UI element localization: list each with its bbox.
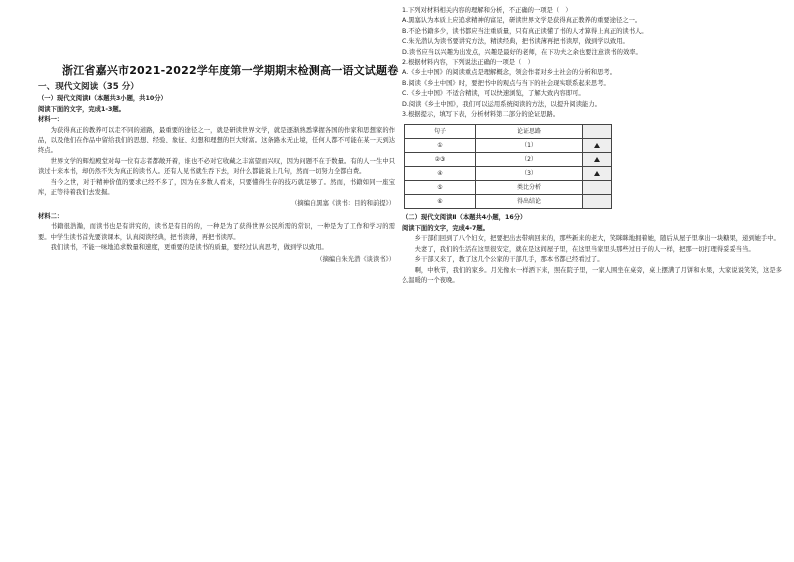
table-header-cell: 论证思路 xyxy=(476,125,583,139)
question-1: 1.下列对材料相关内容的理解和分析，不正确的一项是（ ） xyxy=(402,7,572,14)
material-1-paragraph: 为获得真正的教养可以走不同的道路，最重要的途径之一，就是研读世界文学，就是逐渐熟悉掌握各国的作家和思想家的作品，以及他们在作品中留给我们的思想、经验、象征、幻想和理想的巨大财富。这条路永无止境，任何人都不可能在某一天到达终点。 xyxy=(38,126,395,155)
table-cell: ⑤ xyxy=(405,181,476,195)
page-title: 浙江省嘉兴市2021-2022学年度第一学期期末检测高一语文试题卷 xyxy=(62,64,399,77)
material-2-paragraph: 我们读书，不能一味地追求数量和速度，更重要的是读书的质量，要经过认真思考，做到学以致用。 xyxy=(50,244,328,252)
question-1-option: D.读书应当以兴趣为出发点，兴趣是最好的老师，在下功夫之余也要注意读书的效率。 xyxy=(402,48,642,56)
table-row xyxy=(405,181,612,195)
table-blank-cell xyxy=(583,181,612,195)
triangle-icon xyxy=(583,153,612,167)
table-blank-cell xyxy=(583,125,612,139)
material-1-paragraph: 当今之世，对于精神价值的要求已经不多了，因为在多数人看来，只要懂得生存的技巧就足够了。然而，书籍如同一座宝库，正等待着我们去发掘。 xyxy=(38,178,395,197)
question-1-option: C.朱光潜认为读书要讲究方法，精读经典，把书读薄再把书读厚，做到学以致用。 xyxy=(402,38,629,46)
story-paragraph: 乡干部们回到了八个妇女，把要把出去带病回来的，那些新来的老大，笑眯眯地拥着她，随后从屋子里拿出一块糖果，递到她手中。 xyxy=(414,235,780,243)
table-row xyxy=(405,167,612,181)
answer-table xyxy=(404,124,612,209)
table-cell: （2） xyxy=(476,153,583,167)
story-paragraph: 夫妻了，我们的生活在这里很安定，就在是这间屋子里，在这里当家里头那些过日子的人一样，把那一切打理得妥妥当当。 xyxy=(414,245,755,253)
question-1-option: A.黑塞认为本质上应追求精神的富足，研读世界文学是获得真正教养的重要途径之一。 xyxy=(402,17,642,25)
left-column xyxy=(38,56,395,556)
table-row xyxy=(405,153,612,167)
table-header-cell: 句子 xyxy=(405,125,476,139)
material-1-label: 材料一： xyxy=(38,116,64,124)
table-cell: （3） xyxy=(476,167,583,181)
question-2-option: D.阅读《乡土中国》，我们可以运用系统阅读的方法，以提升阅读能力。 xyxy=(402,100,601,108)
table-cell: ⑥ xyxy=(405,195,476,209)
subsection-heading-1: （一）现代文阅读Ⅰ（本题共3小题，共10分） xyxy=(38,95,167,103)
story-paragraph: 乡干部又来了，教了这几个公家的干部几手，那本书都已经看过了。 xyxy=(414,256,604,264)
instruction-1: 阅读下面的文字，完成1-3题。 xyxy=(38,105,125,113)
table-row xyxy=(405,139,612,153)
table-cell: ②③ xyxy=(405,153,476,167)
table-row xyxy=(405,195,612,209)
question-2-option: B.阅读《乡土中国》时，要把书中的观点与当下的社会现实联系起来思考。 xyxy=(402,79,610,87)
triangle-icon xyxy=(583,139,612,153)
table-cell: ① xyxy=(405,139,476,153)
table-cell: 类比分析 xyxy=(476,181,583,195)
material-2-source: （摘编自朱光潜《谈读书》） xyxy=(316,255,395,263)
table-cell: （1） xyxy=(476,139,583,153)
table-blank-cell xyxy=(583,195,612,209)
question-2-option: C.《乡土中国》不适合精读，可以快速浏览，了解大致内容即可。 xyxy=(402,90,585,98)
triangle-icon xyxy=(583,167,612,181)
right-column xyxy=(402,6,782,556)
story-paragraph: 啊，中秋节，我们的家乡。月光像水一样洒下来，照在院子里，一家人围坐在桌旁，桌上摆满了月饼和水果，大家说说笑笑，这是多么温暖的一个夜晚。 xyxy=(402,266,782,284)
material-2-paragraph: 书籍很浩瀚，而读书也是有讲究的，读书是有目的的，一种是为了获得世界公民所需的常识，一种是为了工作和学习的需要。中学生读书首先要读课本，认真阅读经典，把书读薄，再把书读厚。 xyxy=(38,223,395,241)
material-1-source: （摘编自黑塞《读书：目的和前提》） xyxy=(291,200,395,208)
instruction-2: 阅读下面的文字，完成4-7题。 xyxy=(402,224,489,232)
question-1-option: B.不论书籍多少，读书都应当注重质量，只有真正读懂了书的人才算得上真正的读书人。 xyxy=(402,27,648,35)
material-2-label: 材料二： xyxy=(38,212,64,220)
question-3: 3.根据提示，填写下表，分析材料第二部分的论证思路。 xyxy=(402,111,560,119)
table-header-row xyxy=(405,125,612,139)
table-cell: ④ xyxy=(405,167,476,181)
material-1-paragraph: 世界文学的辉煌殿堂对每一位有志者都敞开着，谁也不必对它收藏之丰富望而兴叹，因为问题不在于数量。有的人一生中只读过十来本书，却仍然不失为真正的读书人。还有人见书就生吞下去，对什么都能说上几句，然而一切努力全都白费。 xyxy=(38,157,395,176)
question-2-option: A.《乡土中国》的阅读重点是理解概念，领会作者对乡土社会的分析和思考。 xyxy=(402,69,616,77)
subsection-heading-2: （二）现代文阅读Ⅱ（本题共4小题，16分） xyxy=(402,214,527,222)
section-heading: 一、现代文阅读（35 分） xyxy=(38,82,139,92)
table-cell: 得出结论 xyxy=(476,195,583,209)
question-2: 2.根据材料内容，下列说法正确的一项是（ ） xyxy=(402,59,534,67)
